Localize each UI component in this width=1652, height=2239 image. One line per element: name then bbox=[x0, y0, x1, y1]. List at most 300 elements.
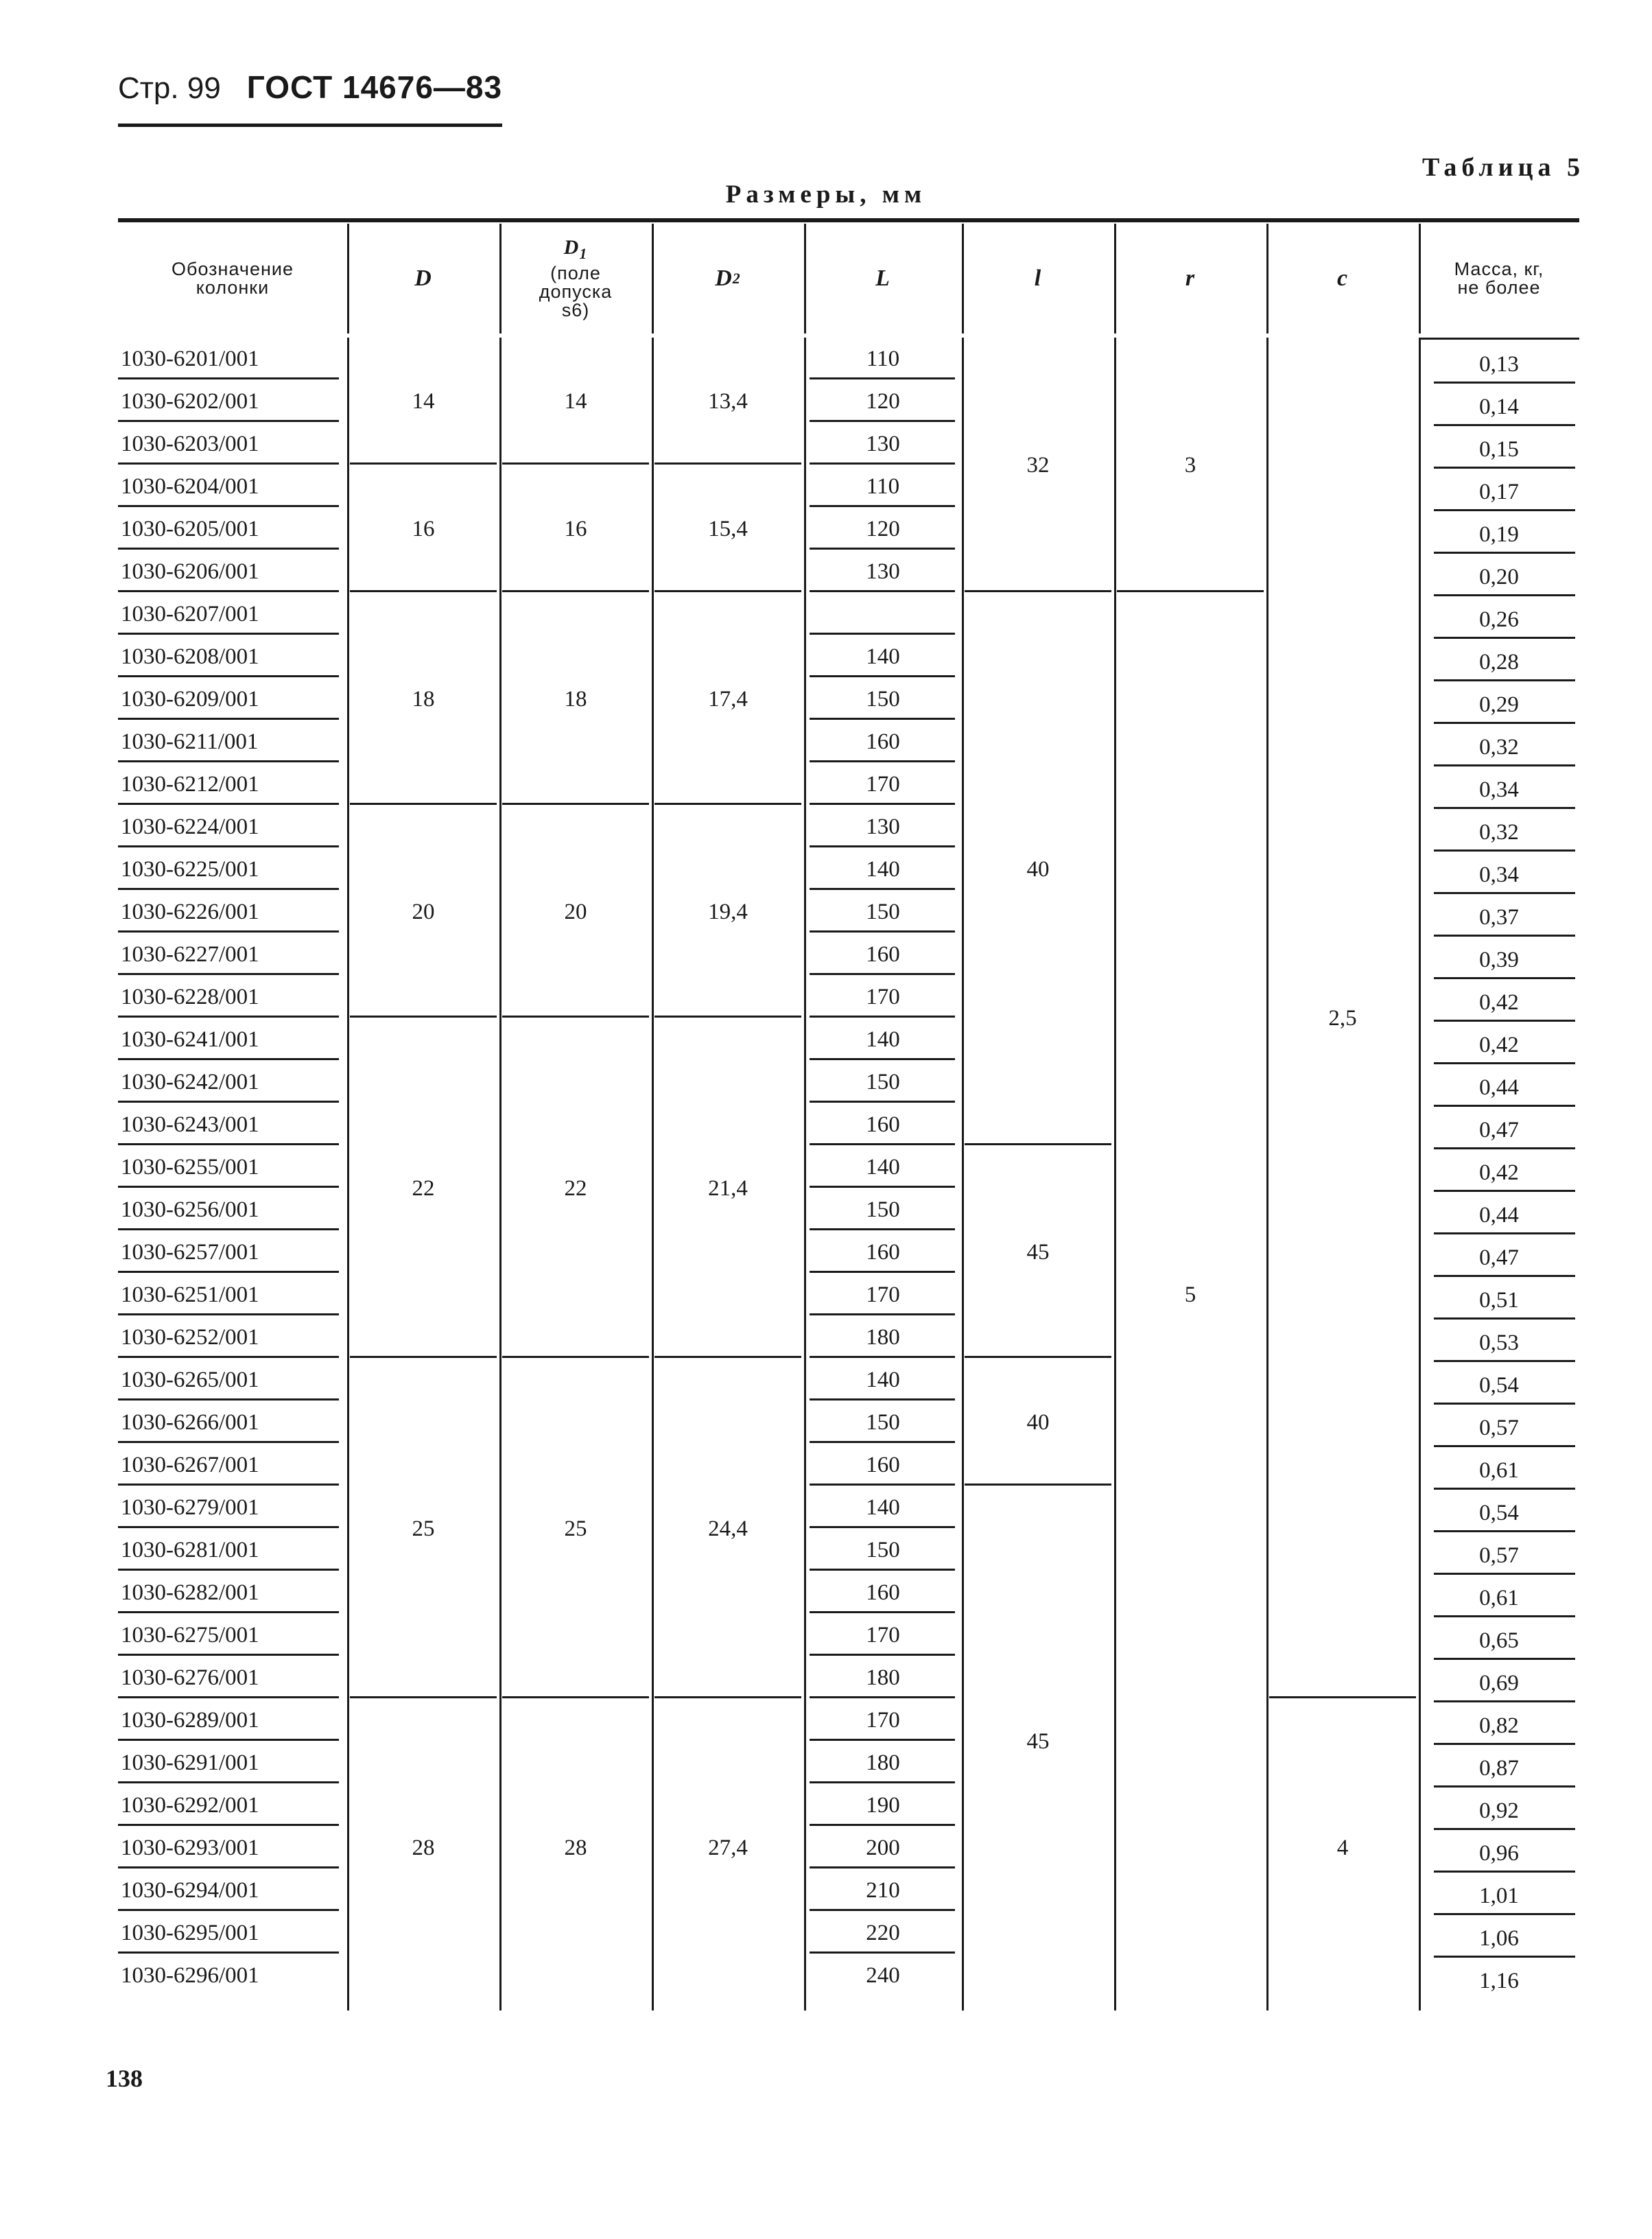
mass-underline bbox=[1434, 467, 1575, 469]
designation-cell: 1030-6293/001 bbox=[121, 1836, 259, 1860]
length-cell: 110 bbox=[866, 347, 900, 371]
designation-underline bbox=[118, 675, 339, 677]
group-cell-d1: 28 bbox=[564, 1836, 587, 1860]
designation-underline bbox=[118, 505, 339, 507]
group-cell-d: 25 bbox=[412, 1516, 435, 1541]
length-cell: 160 bbox=[866, 729, 900, 754]
mass-underline bbox=[1434, 722, 1575, 724]
length-underline bbox=[810, 633, 955, 635]
group-cell-c: 4 bbox=[1336, 1836, 1349, 1860]
designation-underline bbox=[118, 1484, 339, 1486]
column-divider bbox=[1114, 338, 1116, 2011]
column-header-L: L bbox=[875, 266, 890, 291]
mass-cell: 0,13 bbox=[1479, 352, 1519, 377]
length-underline bbox=[810, 760, 955, 762]
group-cell-l: 45 bbox=[1026, 1729, 1050, 1754]
designation-cell: 1030-6241/001 bbox=[121, 1027, 259, 1052]
designation-underline bbox=[118, 1951, 339, 1954]
designation-underline bbox=[118, 930, 339, 933]
group-divider-d bbox=[350, 462, 497, 465]
header-divider bbox=[499, 224, 502, 333]
mass-underline bbox=[1434, 552, 1575, 554]
designation-underline bbox=[118, 1058, 339, 1060]
designation-cell: 1030-6204/001 bbox=[121, 474, 259, 499]
designation-cell: 1030-6225/001 bbox=[121, 857, 259, 882]
mass-cell: 0,34 bbox=[1479, 863, 1519, 887]
group-cell-d2: 27,4 bbox=[708, 1836, 748, 1860]
group-divider-d1 bbox=[502, 590, 649, 592]
length-cell: 140 bbox=[866, 857, 900, 882]
mass-underline bbox=[1434, 892, 1575, 894]
mass-cell: 1,16 bbox=[1479, 1969, 1519, 1993]
mass-underline bbox=[1434, 1658, 1575, 1660]
length-underline bbox=[810, 1696, 955, 1698]
designation-cell: 1030-6292/001 bbox=[121, 1793, 259, 1818]
mass-cell: 0,42 bbox=[1479, 1033, 1519, 1057]
group-divider-l bbox=[965, 590, 1111, 592]
designation-underline bbox=[118, 1356, 339, 1358]
designation-underline bbox=[118, 1271, 339, 1273]
designation-cell: 1030-6243/001 bbox=[121, 1112, 259, 1137]
group-cell-d: 22 bbox=[412, 1176, 435, 1201]
group-divider-d bbox=[350, 590, 497, 592]
length-cell: 180 bbox=[866, 1750, 900, 1775]
designation-underline bbox=[118, 1441, 339, 1443]
mass-underline bbox=[1434, 509, 1575, 511]
group-divider-d bbox=[350, 1016, 497, 1018]
mass-underline bbox=[1434, 1105, 1575, 1107]
mass-underline bbox=[1434, 1360, 1575, 1362]
group-divider-d2 bbox=[654, 590, 801, 592]
mass-cell: 0,34 bbox=[1479, 777, 1519, 802]
designation-underline bbox=[118, 1313, 339, 1315]
length-cell: 170 bbox=[866, 1623, 900, 1648]
designation-cell: 1030-6209/001 bbox=[121, 687, 259, 712]
mass-cell: 0,57 bbox=[1479, 1543, 1519, 1568]
length-cell: 160 bbox=[866, 1580, 900, 1605]
designation-cell: 1030-6266/001 bbox=[121, 1410, 259, 1435]
designation-cell: 1030-6257/001 bbox=[121, 1240, 259, 1265]
length-cell: 150 bbox=[866, 1070, 900, 1094]
length-underline bbox=[810, 1143, 955, 1145]
designation-cell: 1030-6295/001 bbox=[121, 1921, 259, 1945]
mass-underline bbox=[1434, 1445, 1575, 1447]
group-cell-d2: 24,4 bbox=[708, 1516, 748, 1541]
length-underline bbox=[810, 548, 955, 550]
mass-underline bbox=[1434, 1573, 1575, 1575]
mass-cell: 0,37 bbox=[1479, 905, 1519, 930]
mass-cell: 0,82 bbox=[1479, 1713, 1519, 1738]
length-cell: 170 bbox=[866, 1282, 900, 1307]
table-top-rule bbox=[118, 218, 1579, 222]
header-divider bbox=[652, 224, 654, 333]
mass-underline bbox=[1434, 1403, 1575, 1405]
column-divider bbox=[347, 338, 349, 2011]
designation-cell: 1030-6251/001 bbox=[121, 1282, 259, 1307]
mass-cell: 0,54 bbox=[1479, 1501, 1519, 1525]
group-cell-d1: 22 bbox=[564, 1176, 587, 1201]
group-cell-d2: 19,4 bbox=[708, 900, 748, 924]
mass-cell: 0,87 bbox=[1479, 1756, 1519, 1781]
column-header-D2: D 2 bbox=[715, 266, 741, 291]
designation-underline bbox=[118, 845, 339, 847]
group-cell-d1: 18 bbox=[564, 687, 587, 712]
column-divider bbox=[962, 338, 964, 2011]
designation-underline bbox=[118, 888, 339, 890]
group-divider-d bbox=[350, 1356, 497, 1358]
designation-underline bbox=[118, 1398, 339, 1400]
length-underline bbox=[810, 377, 955, 379]
length-underline bbox=[810, 1739, 955, 1741]
designation-cell: 1030-6294/001 bbox=[121, 1878, 259, 1903]
mass-underline bbox=[1434, 382, 1575, 384]
mass-cell: 0,57 bbox=[1479, 1416, 1519, 1440]
header-bottom-rule bbox=[1419, 338, 1579, 340]
designation-underline bbox=[118, 377, 339, 379]
mass-cell: 0,39 bbox=[1479, 948, 1519, 972]
mass-cell: 0,61 bbox=[1479, 1586, 1519, 1610]
mass-underline bbox=[1434, 807, 1575, 809]
group-cell-r: 3 bbox=[1184, 453, 1196, 478]
length-underline bbox=[810, 1101, 955, 1103]
designation-cell: 1030-6242/001 bbox=[121, 1070, 259, 1094]
group-cell-l: 32 bbox=[1026, 453, 1050, 478]
length-cell: 130 bbox=[866, 432, 900, 456]
mass-cell: 0,47 bbox=[1479, 1245, 1519, 1270]
designation-underline bbox=[118, 1526, 339, 1528]
group-divider-d1 bbox=[502, 462, 649, 465]
group-cell-d1: 20 bbox=[564, 900, 587, 924]
mass-cell: 0,51 bbox=[1479, 1288, 1519, 1313]
mass-cell: 0,32 bbox=[1479, 820, 1519, 845]
length-underline bbox=[810, 1228, 955, 1230]
header-divider bbox=[1114, 224, 1116, 333]
group-divider-l bbox=[965, 1143, 1111, 1145]
mass-cell: 0,47 bbox=[1479, 1118, 1519, 1142]
group-cell-d: 28 bbox=[412, 1836, 435, 1860]
mass-underline bbox=[1434, 1700, 1575, 1702]
mass-underline bbox=[1434, 1743, 1575, 1745]
designation-cell: 1030-6282/001 bbox=[121, 1580, 259, 1605]
group-cell-d2: 17,4 bbox=[708, 687, 748, 712]
designation-cell: 1030-6291/001 bbox=[121, 1750, 259, 1775]
designation-underline bbox=[118, 1739, 339, 1741]
group-cell-d2: 15,4 bbox=[708, 517, 748, 541]
length-cell: 170 bbox=[866, 985, 900, 1009]
mass-cell: 0,42 bbox=[1479, 990, 1519, 1015]
mass-underline bbox=[1434, 424, 1575, 426]
length-underline bbox=[810, 1271, 955, 1273]
standard-number: ГОСТ 14676—83 bbox=[246, 69, 503, 105]
designation-cell: 1030-6205/001 bbox=[121, 517, 259, 541]
designation-cell: 1030-6279/001 bbox=[121, 1495, 259, 1520]
header-divider bbox=[1419, 224, 1421, 333]
mass-cell: 0,44 bbox=[1479, 1075, 1519, 1100]
mass-underline bbox=[1434, 1062, 1575, 1064]
group-cell-d2: 13,4 bbox=[708, 389, 748, 414]
designation-cell: 1030-6265/001 bbox=[121, 1368, 259, 1392]
column-header-l: l bbox=[1034, 266, 1042, 291]
length-underline bbox=[810, 462, 955, 465]
length-cell: 200 bbox=[866, 1836, 900, 1860]
designation-cell: 1030-6208/001 bbox=[121, 644, 259, 669]
header-divider bbox=[804, 224, 806, 333]
page-header bbox=[118, 69, 502, 127]
header-divider bbox=[1266, 224, 1268, 333]
group-divider-d1 bbox=[502, 803, 649, 805]
length-underline bbox=[810, 590, 955, 592]
length-underline bbox=[810, 718, 955, 720]
length-cell: 210 bbox=[866, 1878, 900, 1903]
mass-cell: 0,32 bbox=[1479, 735, 1519, 760]
designation-cell: 1030-6267/001 bbox=[121, 1453, 259, 1477]
mass-underline bbox=[1434, 637, 1575, 639]
mass-underline bbox=[1434, 594, 1575, 596]
designation-underline bbox=[118, 760, 339, 762]
group-divider-r bbox=[1117, 590, 1264, 592]
mass-cell: 1,06 bbox=[1479, 1926, 1519, 1951]
designation-underline bbox=[118, 803, 339, 805]
length-cell: 130 bbox=[866, 559, 900, 584]
column-header-D: D bbox=[414, 266, 432, 291]
length-cell: 140 bbox=[866, 1368, 900, 1392]
group-divider-d2 bbox=[654, 1696, 801, 1698]
mass-underline bbox=[1434, 1317, 1575, 1320]
group-cell-l: 40 bbox=[1026, 1410, 1050, 1435]
mass-underline bbox=[1434, 1913, 1575, 1915]
length-cell: 170 bbox=[866, 1708, 900, 1733]
mass-cell: 0,14 bbox=[1479, 395, 1519, 419]
mass-underline bbox=[1434, 1785, 1575, 1787]
designation-cell: 1030-6201/001 bbox=[121, 347, 259, 371]
group-divider-d bbox=[350, 1696, 497, 1698]
length-cell: 160 bbox=[866, 942, 900, 967]
designation-underline bbox=[118, 1016, 339, 1018]
length-cell: 180 bbox=[866, 1325, 900, 1350]
length-cell: 160 bbox=[866, 1453, 900, 1477]
length-underline bbox=[810, 888, 955, 890]
mass-cell: 0,26 bbox=[1479, 607, 1519, 632]
designation-cell: 1030-6255/001 bbox=[121, 1155, 259, 1180]
length-cell: 220 bbox=[866, 1921, 900, 1945]
group-divider-d1 bbox=[502, 1356, 649, 1358]
length-cell: 180 bbox=[866, 1665, 900, 1690]
length-cell: 140 bbox=[866, 644, 900, 669]
group-cell-d1: 25 bbox=[564, 1516, 587, 1541]
group-cell-d: 18 bbox=[412, 687, 435, 712]
group-divider-l bbox=[965, 1484, 1111, 1486]
designation-cell: 1030-6224/001 bbox=[121, 814, 259, 839]
length-cell: 160 bbox=[866, 1112, 900, 1137]
designation-underline bbox=[118, 633, 339, 635]
page-label: Стр. 99 bbox=[118, 71, 221, 105]
length-underline bbox=[810, 1313, 955, 1315]
designation-cell: 1030-6252/001 bbox=[121, 1325, 259, 1350]
length-cell: 240 bbox=[866, 1963, 900, 1988]
length-underline bbox=[810, 1441, 955, 1443]
designation-underline bbox=[118, 1186, 339, 1188]
length-underline bbox=[810, 1909, 955, 1911]
mass-cell: 0,92 bbox=[1479, 1798, 1519, 1823]
mass-cell: 0,28 bbox=[1479, 650, 1519, 675]
designation-cell: 1030-6276/001 bbox=[121, 1665, 259, 1690]
mass-underline bbox=[1434, 764, 1575, 766]
length-underline bbox=[810, 1526, 955, 1528]
designation-underline bbox=[118, 1909, 339, 1911]
designation-cell: 1030-6203/001 bbox=[121, 432, 259, 456]
group-cell-d: 20 bbox=[412, 900, 435, 924]
designation-underline bbox=[118, 1143, 339, 1145]
length-underline bbox=[810, 1866, 955, 1868]
designation-underline bbox=[118, 1866, 339, 1868]
designation-cell: 1030-6228/001 bbox=[121, 985, 259, 1009]
mass-underline bbox=[1434, 1275, 1575, 1277]
designation-cell: 1030-6207/001 bbox=[121, 602, 259, 626]
group-cell-d: 16 bbox=[412, 517, 435, 541]
designation-underline bbox=[118, 1654, 339, 1656]
mass-underline bbox=[1434, 1147, 1575, 1149]
group-divider-l bbox=[965, 1356, 1111, 1358]
mass-cell: 0,61 bbox=[1479, 1458, 1519, 1483]
length-cell: 170 bbox=[866, 772, 900, 797]
length-underline bbox=[810, 1654, 955, 1656]
mass-cell: 0,53 bbox=[1479, 1330, 1519, 1355]
mass-underline bbox=[1434, 1232, 1575, 1234]
designation-cell: 1030-6211/001 bbox=[121, 729, 259, 754]
table-label: Таблица 5 bbox=[1421, 153, 1585, 182]
mass-cell: 0,17 bbox=[1479, 480, 1519, 504]
designation-underline bbox=[118, 1824, 339, 1826]
group-divider-d1 bbox=[502, 1696, 649, 1698]
group-cell-l: 40 bbox=[1026, 857, 1050, 882]
length-cell: 190 bbox=[866, 1793, 900, 1818]
column-header-r: r bbox=[1185, 266, 1196, 291]
mass-cell: 0,69 bbox=[1479, 1671, 1519, 1696]
mass-cell: 0,44 bbox=[1479, 1203, 1519, 1228]
column-divider bbox=[652, 338, 654, 2011]
length-cell: 140 bbox=[866, 1155, 900, 1180]
length-cell: 120 bbox=[866, 517, 900, 541]
length-underline bbox=[810, 803, 955, 805]
designation-cell: 1030-6296/001 bbox=[121, 1963, 259, 1988]
designation-underline bbox=[118, 1611, 339, 1613]
group-divider-d1 bbox=[502, 1016, 649, 1018]
mass-cell: 0,29 bbox=[1479, 692, 1519, 717]
designation-underline bbox=[118, 1781, 339, 1783]
length-cell: 150 bbox=[866, 1538, 900, 1562]
length-underline bbox=[810, 930, 955, 933]
group-divider-d2 bbox=[654, 1016, 801, 1018]
group-divider-d2 bbox=[654, 1356, 801, 1358]
designation-underline bbox=[118, 973, 339, 975]
designation-underline bbox=[118, 718, 339, 720]
mass-cell: 0,20 bbox=[1479, 565, 1519, 589]
column-header-c: c bbox=[1336, 266, 1349, 291]
group-cell-c: 2,5 bbox=[1328, 1006, 1357, 1031]
designation-underline bbox=[118, 462, 339, 465]
column-header-mass: Масса, кг, не более bbox=[1454, 259, 1544, 298]
designation-cell: 1030-6256/001 bbox=[121, 1197, 259, 1222]
length-underline bbox=[810, 675, 955, 677]
designation-cell: 1030-6212/001 bbox=[121, 772, 259, 797]
dimensions-label: Размеры, мм bbox=[725, 180, 927, 209]
mass-underline bbox=[1434, 679, 1575, 681]
mass-cell: 1,01 bbox=[1479, 1884, 1519, 1908]
group-cell-d: 14 bbox=[412, 389, 435, 414]
length-underline bbox=[810, 1186, 955, 1188]
length-cell: 150 bbox=[866, 1410, 900, 1435]
mass-cell: 0,19 bbox=[1479, 522, 1519, 547]
column-divider bbox=[1266, 338, 1268, 2011]
mass-underline bbox=[1434, 849, 1575, 852]
length-underline bbox=[810, 420, 955, 422]
group-cell-d2: 21,4 bbox=[708, 1176, 748, 1201]
length-underline bbox=[810, 1398, 955, 1400]
mass-underline bbox=[1434, 1871, 1575, 1873]
mass-cell: 0,54 bbox=[1479, 1373, 1519, 1398]
mass-underline bbox=[1434, 1530, 1575, 1532]
mass-underline bbox=[1434, 1488, 1575, 1490]
group-cell-r: 5 bbox=[1184, 1282, 1196, 1307]
designation-cell: 1030-6275/001 bbox=[121, 1623, 259, 1648]
length-cell: 160 bbox=[866, 1240, 900, 1265]
length-underline bbox=[810, 1611, 955, 1613]
mass-underline bbox=[1434, 1190, 1575, 1192]
length-cell: 130 bbox=[866, 814, 900, 839]
header-divider bbox=[962, 224, 964, 333]
length-cell: 120 bbox=[866, 389, 900, 414]
mass-underline bbox=[1434, 1828, 1575, 1830]
header-divider bbox=[347, 224, 349, 333]
designation-underline bbox=[118, 548, 339, 550]
designation-cell: 1030-6202/001 bbox=[121, 389, 259, 414]
length-underline bbox=[810, 1356, 955, 1358]
length-underline bbox=[810, 505, 955, 507]
length-cell: 150 bbox=[866, 687, 900, 712]
mass-cell: 0,65 bbox=[1479, 1628, 1519, 1653]
length-cell: 140 bbox=[866, 1495, 900, 1520]
mass-underline bbox=[1434, 1956, 1575, 1958]
designation-underline bbox=[118, 1101, 339, 1103]
group-divider-d bbox=[350, 803, 497, 805]
designation-underline bbox=[118, 1569, 339, 1571]
length-underline bbox=[810, 845, 955, 847]
column-header-D1: $D_1$ (поле допуска s6) bbox=[539, 236, 613, 320]
length-cell: 150 bbox=[866, 1197, 900, 1222]
designation-cell: 1030-6281/001 bbox=[121, 1538, 259, 1562]
length-underline bbox=[810, 1058, 955, 1060]
designation-underline bbox=[118, 420, 339, 422]
designation-cell: 1030-6227/001 bbox=[121, 942, 259, 967]
length-underline bbox=[810, 973, 955, 975]
mass-underline bbox=[1434, 977, 1575, 979]
designation-cell: 1030-6226/001 bbox=[121, 900, 259, 924]
designation-underline bbox=[118, 590, 339, 592]
mass-cell: 0,42 bbox=[1479, 1160, 1519, 1185]
group-divider-c bbox=[1269, 1696, 1416, 1698]
page-number: 138 bbox=[106, 2065, 143, 2092]
length-underline bbox=[810, 1951, 955, 1954]
length-cell: 140 bbox=[866, 1027, 900, 1052]
designation-cell: 1030-6206/001 bbox=[121, 559, 259, 584]
mass-cell: 0,96 bbox=[1479, 1841, 1519, 1866]
length-underline bbox=[810, 1781, 955, 1783]
group-divider-d2 bbox=[654, 462, 801, 465]
designation-underline bbox=[118, 1228, 339, 1230]
mass-underline bbox=[1434, 1020, 1575, 1022]
group-cell-d1: 14 bbox=[564, 389, 587, 414]
length-underline bbox=[810, 1484, 955, 1486]
